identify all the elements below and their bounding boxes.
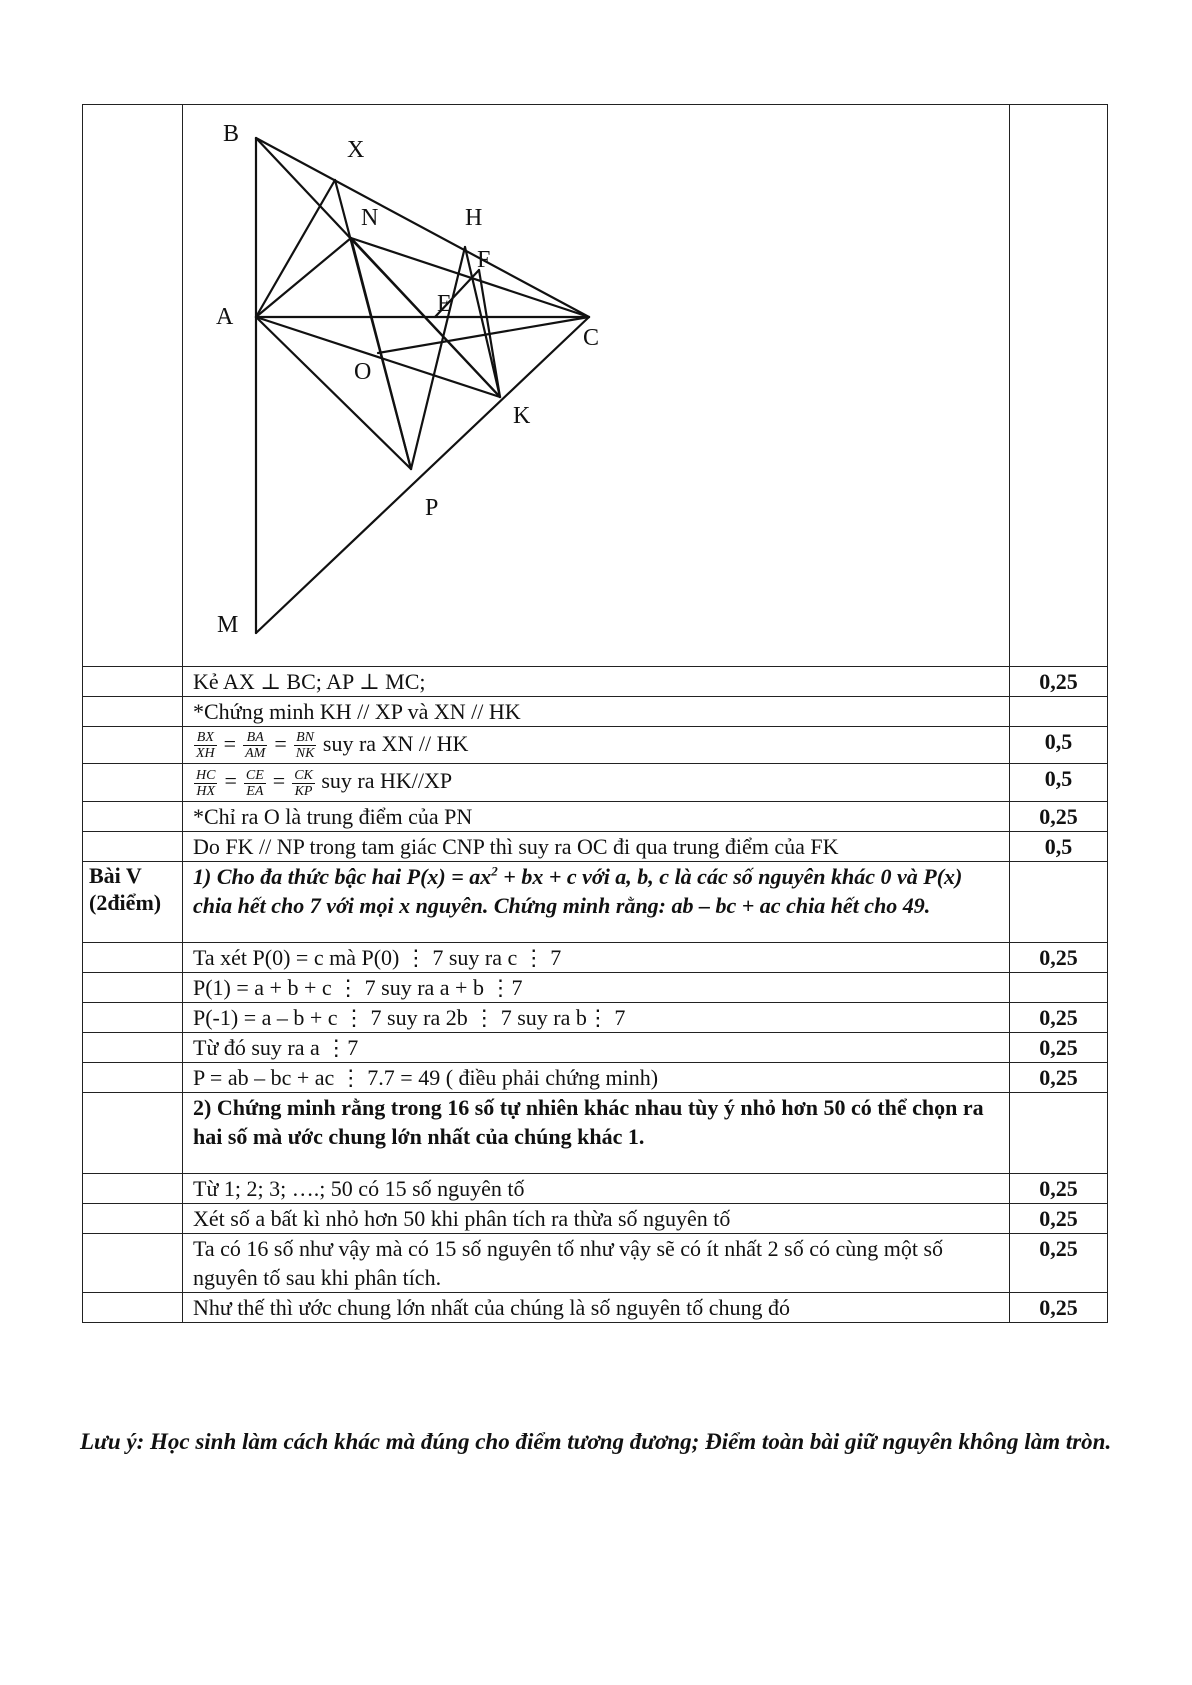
table-row	[83, 667, 1108, 697]
section-label: Bài V (2điểm)	[83, 861, 183, 942]
row-text: $\frac{BX}{XH}$ = $\frac{BA}{AM}$ = $\frac{BN}{NK}$ suy ra XN // HK	[183, 727, 1010, 764]
row-text: Xét số a bất kì nhỏ hơn 50 khi phân tích ra thừa số nguyên tố	[183, 1203, 1010, 1233]
table-row	[83, 727, 1108, 764]
seg-BC	[256, 138, 589, 317]
row-text: Ta có 16 số như vậy mà có 15 số nguyên tố như vậy sẽ có ít nhất 2 số có cùng một số nguyên tố sau khi phân tích.	[183, 1233, 1010, 1292]
fraction: $\frac{CK}{KP}$	[294, 767, 313, 799]
label-C: C	[583, 325, 600, 351]
row-score: 0,5	[1010, 764, 1108, 801]
table-row	[83, 764, 1108, 801]
row-score	[1010, 697, 1108, 727]
label-X: X	[347, 137, 365, 163]
row-text: Ta xét P(0) = c mà P(0) ⋮ 7 suy ra c ⋮ 7	[183, 942, 1010, 972]
row-text: Do FK // NP trong tam giác CNP thì suy ra OC đi qua trung điểm của FK	[183, 831, 1010, 861]
seg-AP	[256, 317, 411, 469]
table-row	[83, 942, 1108, 972]
score-cell	[1010, 105, 1108, 667]
row-text: *Chứng minh KH // XP và XN // HK	[183, 697, 1010, 727]
footnote: Lưu ý: Học sinh làm cách khác mà đúng cho điểm tương đương; Điểm toàn bài giữ nguyên không làm tròn.	[80, 1429, 1112, 1454]
label-F: F	[477, 247, 491, 273]
row-text: P = ab – bc + ac ⋮ 7.7 = 49 ( điều phải chứng minh)	[183, 1062, 1010, 1092]
row-score: 0,25	[1010, 801, 1108, 831]
fraction: $\frac{BN}{NK}$	[295, 730, 315, 762]
row-text: Kẻ AX ⊥ BC; AP ⊥ MC;	[183, 667, 1010, 697]
label-cell	[83, 105, 183, 667]
row-score: 0,25	[1010, 1173, 1108, 1203]
label-E: E	[437, 291, 452, 317]
table-row	[83, 1173, 1108, 1203]
table-row	[83, 1233, 1108, 1292]
table-row	[83, 1203, 1108, 1233]
label-H: H	[465, 205, 483, 231]
row-text: $\frac{HC}{HX}$ = $\frac{CE}{EA}$ = $\frac{CK}{KP}$ suy ra HK//XP	[183, 764, 1010, 801]
table-row	[83, 697, 1108, 727]
fraction: $\frac{BX}{XH}$	[196, 730, 215, 762]
table-row	[83, 1292, 1108, 1322]
row-score	[1010, 861, 1108, 942]
label-N: N	[361, 205, 379, 231]
figure-cell	[183, 105, 1010, 667]
row-score: 0,25	[1010, 1233, 1108, 1292]
label-M: M	[217, 612, 239, 638]
row-score: 0,5	[1010, 831, 1108, 861]
fraction: $\frac{BA}{AM}$	[245, 730, 266, 762]
seg-HP	[411, 247, 465, 469]
row-text: P(-1) = a – b + c ⋮ 7 suy ra 2b ⋮ 7 suy ra b⋮ 7	[183, 1002, 1010, 1032]
table-row	[83, 1062, 1108, 1092]
row-score: 0,25	[1010, 1032, 1108, 1062]
row-text: Từ 1; 2; 3; ….; 50 có 15 số nguyên tố	[183, 1173, 1010, 1203]
row-score: 0,25	[1010, 1062, 1108, 1092]
table-row	[83, 801, 1108, 831]
row-text: *Chỉ ra O là trung điểm của PN	[183, 801, 1010, 831]
geometry-figure	[183, 105, 983, 659]
seg-AN	[256, 238, 351, 317]
label-P: P	[425, 495, 439, 521]
answer-table-container	[82, 104, 1108, 1323]
seg-MC	[256, 317, 589, 633]
table-row	[83, 1032, 1108, 1062]
question-text: 1) Cho đa thức bậc hai $P(x) = ax^2$ + bx + c với a, b, c là các số nguyên khác 0 và P(x) chia hết cho 7 với mọi x nguyên. Chứng minh rằng: ab – bc + ac chia hết cho 49.	[183, 861, 1010, 942]
seg-AX	[256, 180, 335, 317]
row-score: 0,25	[1010, 1203, 1108, 1233]
label-O: O	[354, 359, 372, 385]
row-score	[1010, 1092, 1108, 1173]
table-row	[83, 1092, 1108, 1173]
label-B: B	[223, 121, 240, 147]
row-score: 0,25	[1010, 1002, 1108, 1032]
row-score: 0,25	[1010, 1292, 1108, 1322]
fraction: $\frac{CE}{EA}$	[245, 767, 264, 799]
question-text: 2) Chứng minh rằng trong 16 số tự nhiên khác nhau tùy ý nhỏ hơn 50 có thể chọn ra hai số mà ước chung lớn nhất của chúng khác 1.	[183, 1092, 1010, 1173]
row-text: Từ đó suy ra a ⋮7	[183, 1032, 1010, 1062]
table-row	[83, 831, 1108, 861]
table-row	[83, 972, 1108, 1002]
label-K: K	[513, 403, 531, 429]
row-score: 0,25	[1010, 667, 1108, 697]
row-text: Như thế thì ước chung lớn nhất của chúng là số nguyên tố chung đó	[183, 1292, 1010, 1322]
row-score: 0,25	[1010, 942, 1108, 972]
table-row	[83, 861, 1108, 942]
figure-row	[83, 105, 1108, 667]
table-row	[83, 1002, 1108, 1032]
answer-table	[82, 104, 1108, 1323]
label-A: A	[216, 304, 234, 330]
fraction: $\frac{HC}{HX}$	[196, 767, 216, 799]
row-text: P(1) = a + b + c ⋮ 7 suy ra a + b ⋮7	[183, 972, 1010, 1002]
row-score: 0,5	[1010, 727, 1108, 764]
row-score	[1010, 972, 1108, 1002]
